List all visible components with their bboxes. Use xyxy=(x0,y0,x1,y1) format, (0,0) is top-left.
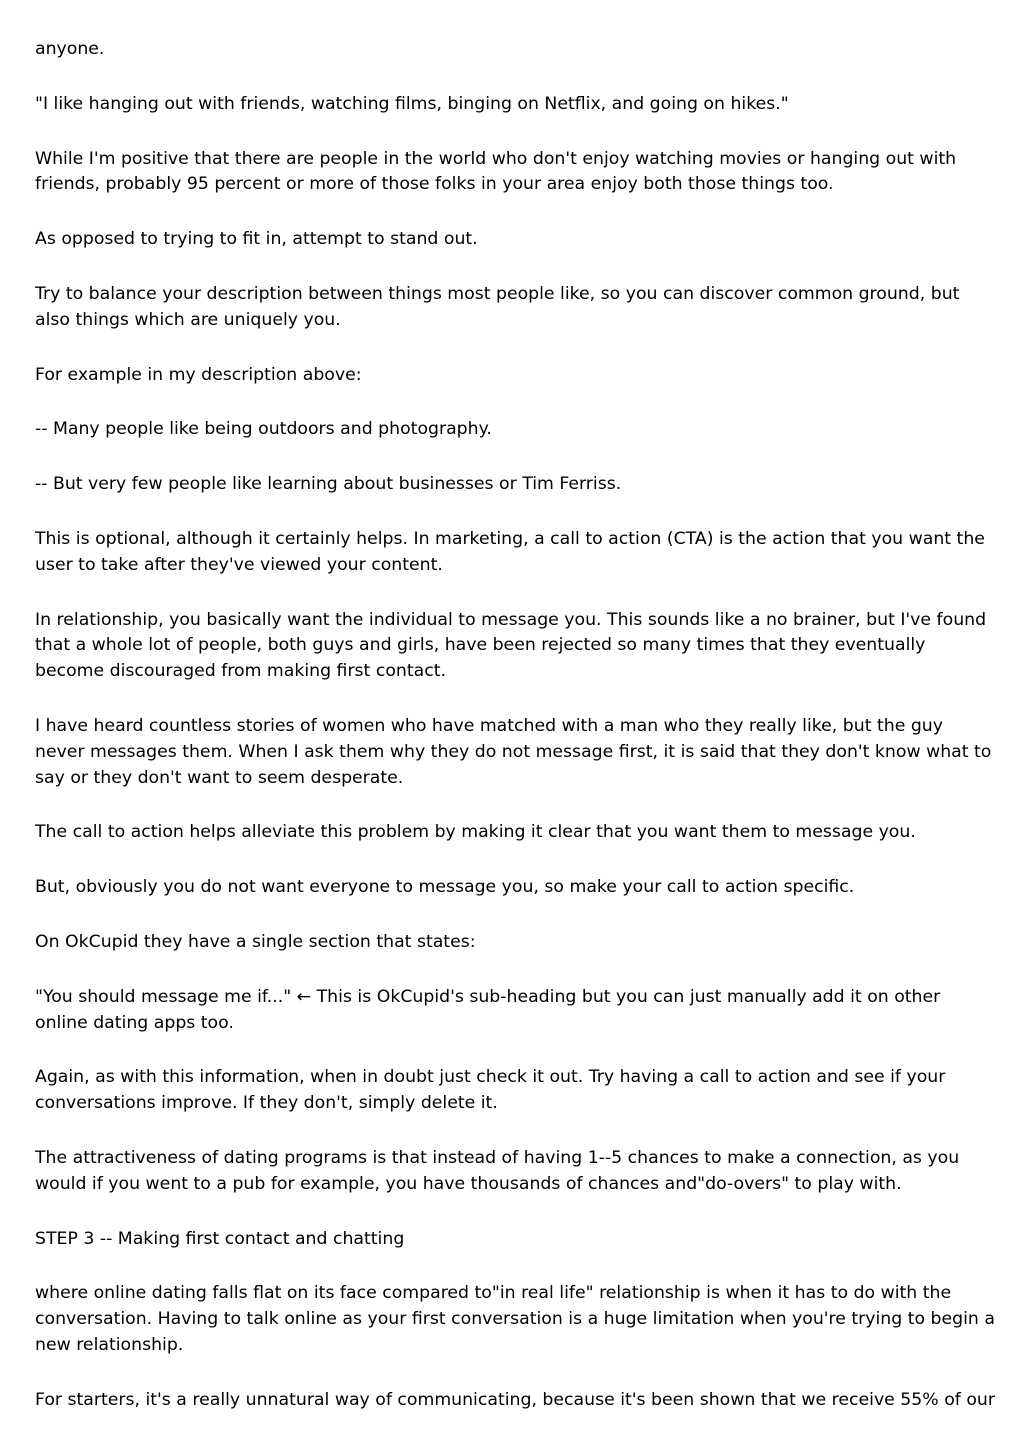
section-heading: STEP 3 -- Making first contact and chatting xyxy=(35,1228,405,1249)
paragraph: This is optional, although it certainly helps. In marketing, a call to action (CTA) is the action that you want the user to take after they've viewed your content. xyxy=(35,528,985,575)
paragraph: "I like hanging out with friends, watching films, binging on Netflix, and going on hikes." xyxy=(35,93,789,114)
paragraph: As opposed to trying to fit in, attempt to stand out. xyxy=(35,229,478,250)
paragraph: The call to action helps alleviate this problem by making it clear that you want them to message you. xyxy=(35,822,916,843)
paragraph: For starters, it's a really unnatural way of communicating, because it's been shown that we receive 55% of our xyxy=(35,1389,995,1410)
paragraph: The attractiveness of dating programs is that instead of having 1--5 chances to make a connection, as you would if you went to a pub for example, you have thousands of chances and"do-overs" to play with. xyxy=(35,1147,960,1194)
document-body xyxy=(35,37,995,1443)
paragraph: "You should message me if..." ← This is OkCupid's sub-heading but you can just manually add it on other online dating apps too. xyxy=(35,986,941,1033)
paragraph: I have heard countless stories of women who have matched with a man who they really like, but the guy never messages them. When I ask them why they do not message first, it is said that they don't know what to say or they don't want to seem desperate. xyxy=(35,715,992,788)
paragraph: On OkCupid they have a single section that states: xyxy=(35,931,476,952)
paragraph: For example in my description above: xyxy=(35,364,362,385)
list-item: -- But very few people like learning about businesses or Tim Ferriss. xyxy=(35,474,622,495)
paragraph: Again, as with this information, when in doubt just check it out. Try having a call to action and see if your conversations improve. If they don't, simply delete it. xyxy=(35,1067,946,1114)
list-item: -- Many people like being outdoors and photography. xyxy=(35,419,492,440)
paragraph: anyone. xyxy=(35,39,105,59)
paragraph: While I'm positive that there are people in the world who don't enjoy watching movies or hanging out with friends, probably 95 percent or more of those folks in your area enjoy both those things too. xyxy=(35,148,957,195)
paragraph: Try to balance your description between things most people like, so you can discover common ground, but also things which are uniquely you. xyxy=(35,283,960,330)
paragraph: But, obviously you do not want everyone to message you, so make your call to action specific. xyxy=(35,877,855,898)
paragraph: where online dating falls flat on its face compared to"in real life" relationship is when it has to do with the conversation. Having to talk online as your first conversation is a huge limitation when you're trying to begin a new relationship. xyxy=(35,1283,995,1355)
paragraph: In relationship, you basically want the individual to message you. This sounds like a no brainer, but I've found that a whole lot of people, both guys and girls, have been rejected so many times that they eventually become discouraged from making first contact. xyxy=(35,609,987,682)
